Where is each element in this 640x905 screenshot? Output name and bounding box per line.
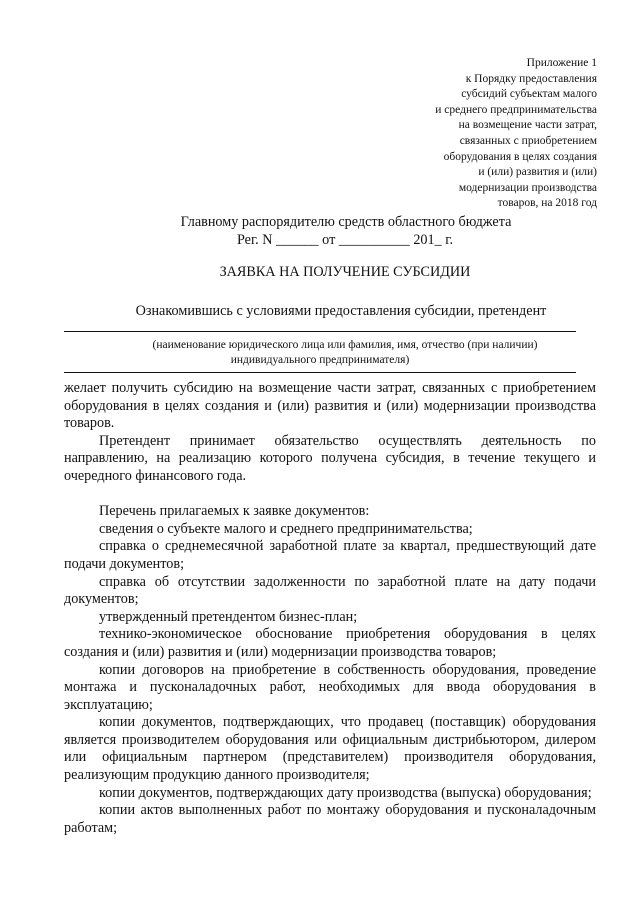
applicant-name-hint	[64, 338, 576, 368]
hint-line: индивидуального предпринимателя)	[230, 354, 410, 366]
intro-line: Ознакомившись с условиями предоставления субсидии, претендент	[135, 303, 547, 319]
appendix-block	[337, 56, 597, 212]
list-item: сведения о субъекте малого и среднего предпринимательства;	[99, 520, 473, 537]
appendix-line: к Порядку предоставления	[465, 72, 597, 85]
applicant-name-fill-line	[64, 331, 576, 332]
appendix-line: на возмещение части затрат,	[458, 119, 597, 132]
appendix-line: и среднего предпринимательства	[435, 103, 597, 116]
list-item: копии актов выполненных работ по монтажу оборудования и пусконаладочным работам;	[64, 802, 596, 836]
paragraph: желает получить субсидию на возмещение части затрат, связанных с приобретением оборудования в целях создания и (или) развития и (или) модернизации производства товаров.	[64, 380, 596, 432]
list-item: копии договоров на приобретение в собственность оборудования, проведение монтажа и пусконаладочных работ, необходимых для ввода оборудования в эксплуатацию;	[64, 661, 596, 713]
appendix-line: субсидий субъектам малого	[461, 88, 597, 101]
documents-list-heading: Перечень прилагаемых к заявке документов:	[99, 503, 370, 520]
list-item: копии документов, подтверждающих, что продавец (поставщик) оборудования является производителем оборудования или официальным дистрибьютором, дилером или официальным партнером (представителем) производителя оборудования, реализующим продукцию данного производителя;	[64, 714, 596, 784]
addressee-block	[0, 213, 640, 249]
appendix-line: товаров, на 2018 год	[497, 197, 597, 210]
list-item: утвержденный претендентом бизнес-план;	[99, 608, 358, 625]
appendix-line: и (или) развития и (или)	[478, 166, 597, 179]
list-item: технико-экономическое обоснование приобретения оборудования в целях создания и (или) развития и (или) модернизации производства товаров;	[64, 626, 596, 660]
list-item: справка об отсутствии задолженности по заработной плате на дату подачи документов;	[64, 573, 596, 608]
document-title: ЗАЯВКА НА ПОЛУЧЕНИЕ СУБСИДИИ	[219, 264, 471, 280]
addressee-recipient: Главному распорядителю средств областного бюджета	[180, 214, 512, 230]
applicant-name-fill-line-2	[64, 372, 576, 373]
registration-line: Рег. N ______ от __________ 201_ г.	[236, 232, 454, 248]
paragraph: Претендент принимает обязательство осуществлять деятельность по направлению, на реализацию которого получена субсидия, в течение текущего и очередного финансового года.	[64, 432, 596, 484]
document-body	[64, 380, 596, 837]
appendix-line: Приложение 1	[526, 57, 597, 69]
hint-line: (наименование юридического лица или фамилия, имя, отчество (при наличии)	[152, 339, 538, 351]
appendix-line: оборудования в целях создания	[443, 150, 597, 163]
list-item: копии документов, подтверждающих дату производства (выпуска) оборудования;	[99, 784, 592, 801]
list-item: справка о среднемесячной заработной плате за квартал, предшествующий дате подачи документов;	[64, 538, 596, 572]
appendix-line: связанных с приобретением	[459, 134, 597, 147]
appendix-line: модернизации производства	[458, 181, 597, 194]
